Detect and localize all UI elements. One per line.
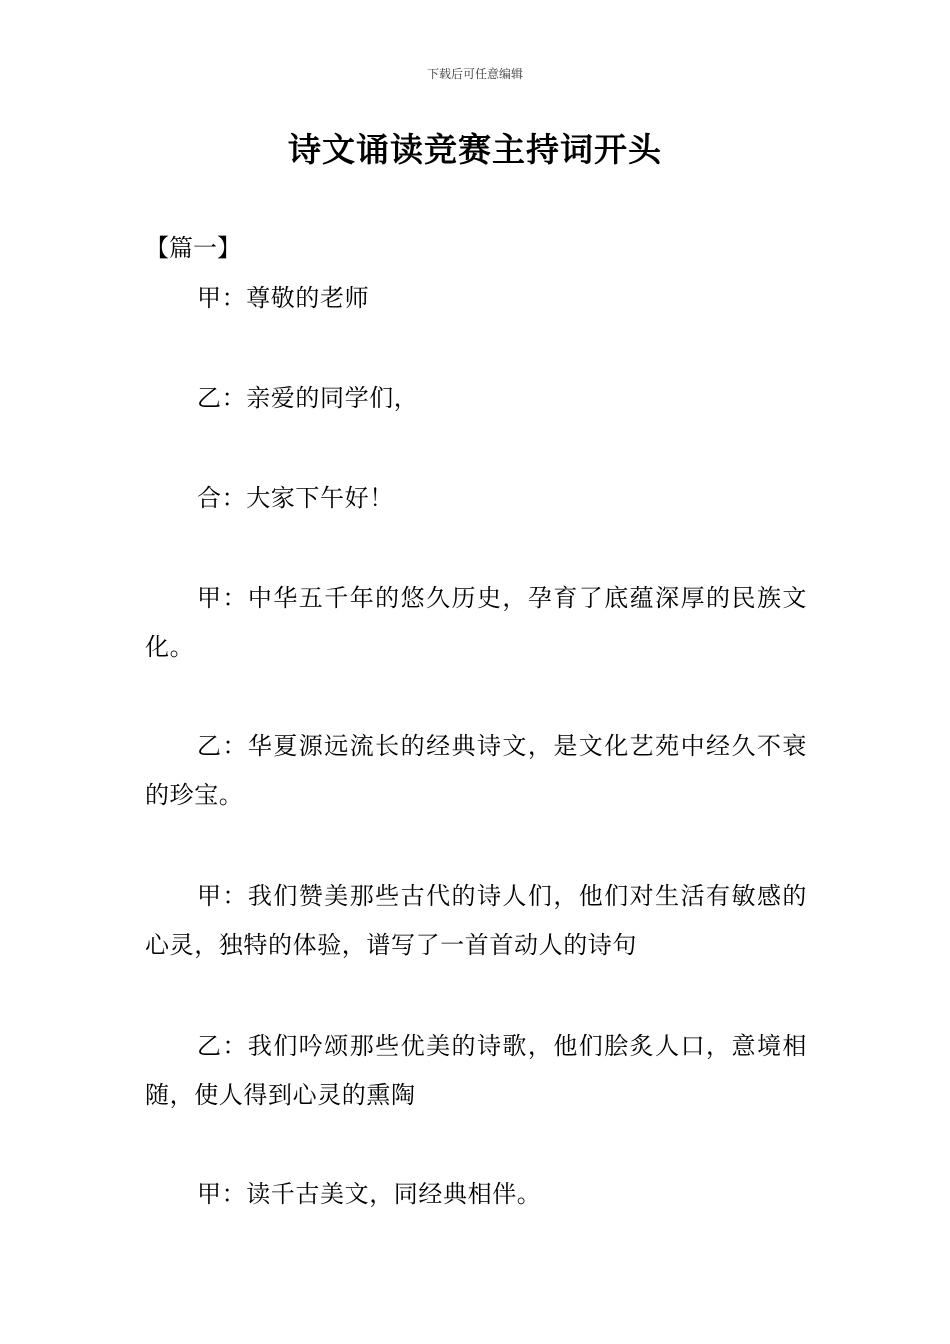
paragraph-4: 甲：中华五千年的悠久历史，孕育了底蕴深厚的民族文化。 [145,584,807,661]
paragraph-1: 甲：尊敬的老师 [197,284,370,312]
paragraph-6: 甲：我们赞美那些古代的诗人们，他们对生活有敏感的心灵，独特的体验，谱写了一首首动人的诗句 [145,882,807,959]
paragraph-7: 乙：我们吟颂那些优美的诗歌，他们脍炙人口，意境相随，使人得到心灵的熏陶 [145,1032,807,1109]
paragraph-5: 乙：华夏源远流长的经典诗文，是文化艺苑中经久不衰的珍宝。 [145,732,807,809]
header-note: 下载后可任意编辑 [426,67,523,81]
paragraph-2: 乙：亲爱的同学们， [197,384,419,412]
paragraph-8: 甲：读千古美文，同经典相伴。 [197,1180,542,1208]
section-label: 【篇一】 [145,234,241,262]
paragraph-3: 合：大家下午好！ [197,484,394,512]
page-title: 诗文诵读竞赛主持词开头 [288,130,662,169]
